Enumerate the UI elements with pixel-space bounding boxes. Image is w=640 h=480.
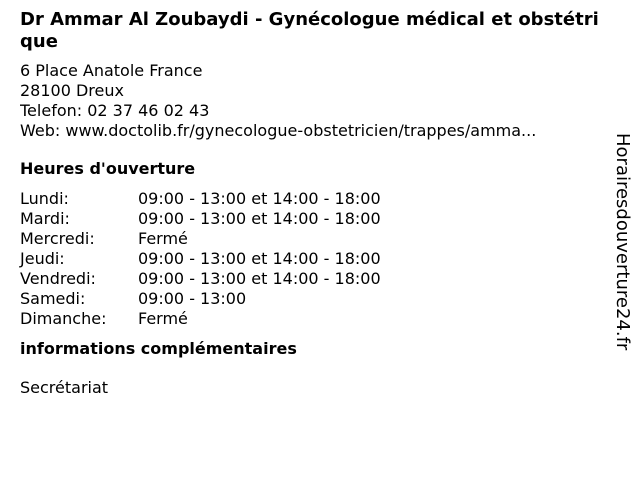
day-label: Mardi: (20, 209, 70, 228)
day-hours: 09:00 - 13:00 et 14:00 - 18:00 (138, 249, 381, 268)
hours-heading: Heures d'ouverture (20, 159, 196, 178)
hours-row (20, 189, 610, 209)
day-label: Dimanche: (20, 309, 107, 328)
info-text: Secrétariat (20, 378, 109, 397)
hours-row (20, 289, 610, 309)
hours-table (20, 189, 610, 329)
day-label: Jeudi: (20, 249, 65, 268)
day-label: Mercredi: (20, 229, 95, 248)
phone-number: Telefon: 02 37 46 02 43 (20, 101, 210, 120)
address-city: 28100 Dreux (20, 81, 124, 100)
hours-row (20, 229, 610, 249)
day-hours: Fermé (138, 309, 188, 328)
address-street: 6 Place Anatole France (20, 61, 203, 80)
site-watermark: Horairesdouverture24.fr (612, 133, 633, 351)
day-label: Lundi: (20, 189, 69, 208)
hours-row (20, 209, 610, 229)
day-label: Samedi: (20, 289, 86, 308)
website-url: Web: www.doctolib.fr/gynecologue-obstetricien/trappes/amma... (20, 121, 537, 140)
hours-row (20, 249, 610, 269)
address-block (20, 61, 610, 141)
day-label: Vendredi: (20, 269, 96, 288)
day-hours: 09:00 - 13:00 et 14:00 - 18:00 (138, 189, 381, 208)
day-hours: 09:00 - 13:00 et 14:00 - 18:00 (138, 269, 381, 288)
info-heading: informations complémentaires (20, 339, 297, 358)
hours-row (20, 309, 610, 329)
business-card (20, 9, 610, 398)
page-title: Dr Ammar Al Zoubaydi - Gynécologue médical et obstétrique (20, 9, 599, 52)
day-hours: 09:00 - 13:00 et 14:00 - 18:00 (138, 209, 381, 228)
day-hours: 09:00 - 13:00 (138, 289, 247, 308)
day-hours: Fermé (138, 229, 188, 248)
hours-row (20, 269, 610, 289)
